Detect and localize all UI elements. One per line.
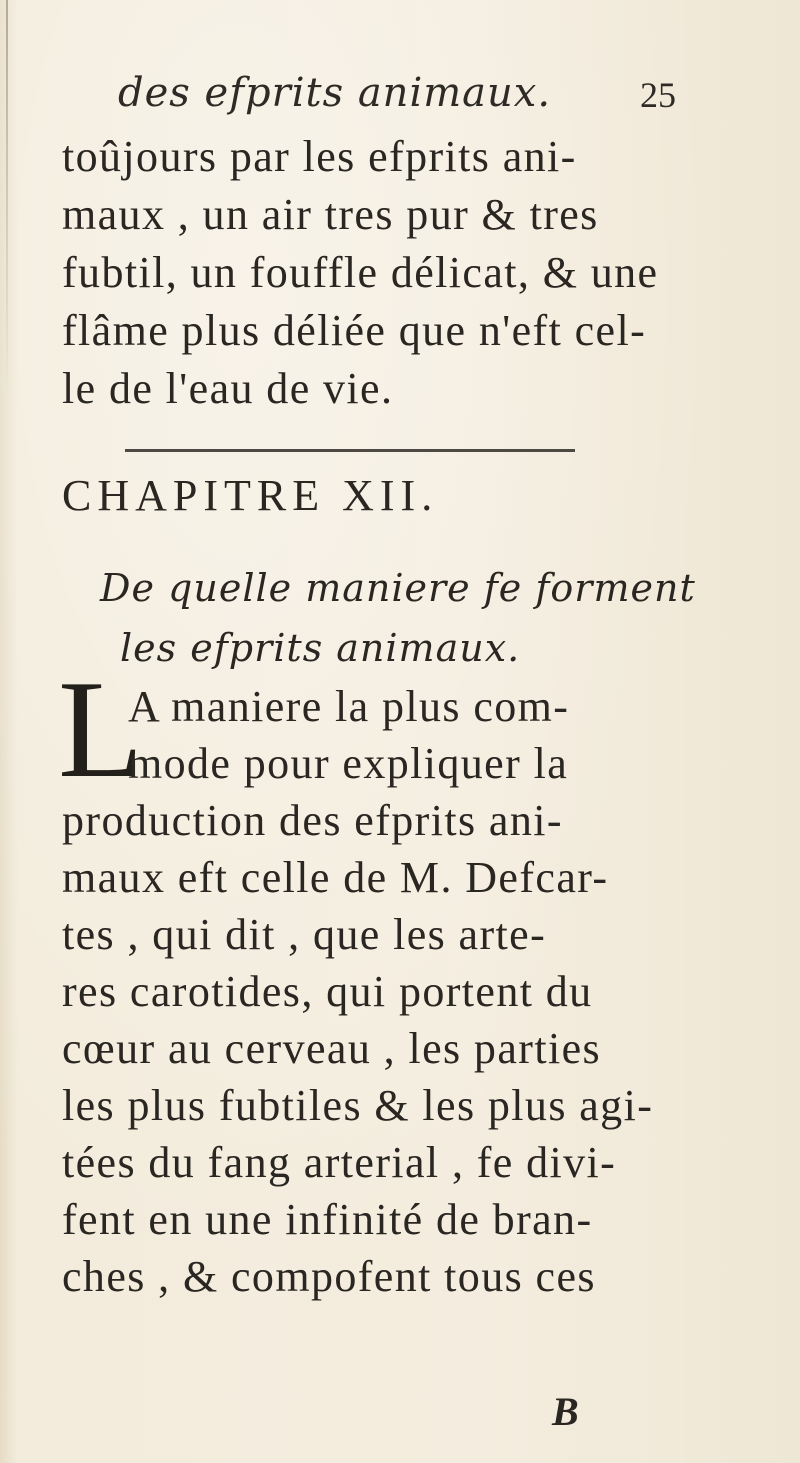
chapter-subtitle (100, 558, 780, 678)
page-number: 25 (640, 75, 676, 115)
running-title: des efprits animaux. (118, 70, 552, 116)
text-line: res carotides, qui portent du (62, 967, 593, 1016)
text-line: ches , & compofent tous ces (62, 1252, 596, 1301)
text-line: toûjours par les efprits ani- (62, 132, 577, 181)
signature-mark: B (552, 1389, 579, 1434)
body-paragraph (62, 678, 782, 1305)
top-paragraph (62, 128, 782, 418)
text-line: maux , un air tres pur & tres (62, 190, 599, 239)
text-line: fubtil, un fouffle délicat, & une (62, 248, 659, 297)
text-line: tées du fang arterial , fe divi- (62, 1138, 617, 1187)
text-line: production des efprits ani- (62, 796, 563, 845)
text-line: flâme plus déliée que n'eft cel- (62, 306, 647, 355)
text-line: mode pour expliquer la (128, 739, 569, 788)
page-edge-shadow (6, 0, 8, 400)
subtitle-line: De quelle maniere fe forment (100, 566, 696, 610)
text-line: fent en une infinité de bran- (62, 1195, 593, 1244)
text-line: maux eft celle de M. Defcar- (62, 853, 609, 902)
chapter-heading: CHAPITRE XII. (62, 471, 439, 520)
section-rule (125, 449, 575, 452)
text-line: cœur au cerveau , les parties (62, 1024, 602, 1073)
text-line: A maniere la plus com- (128, 682, 570, 731)
subtitle-line: les efprits animaux. (120, 626, 521, 670)
text-line: les plus fubtiles & les plus agi- (62, 1081, 654, 1130)
text-line: tes , qui dit , que les arte- (62, 910, 547, 959)
drop-cap-initial: L (58, 652, 144, 807)
running-head (0, 70, 800, 130)
text-line: le de l'eau de vie. (62, 364, 394, 413)
